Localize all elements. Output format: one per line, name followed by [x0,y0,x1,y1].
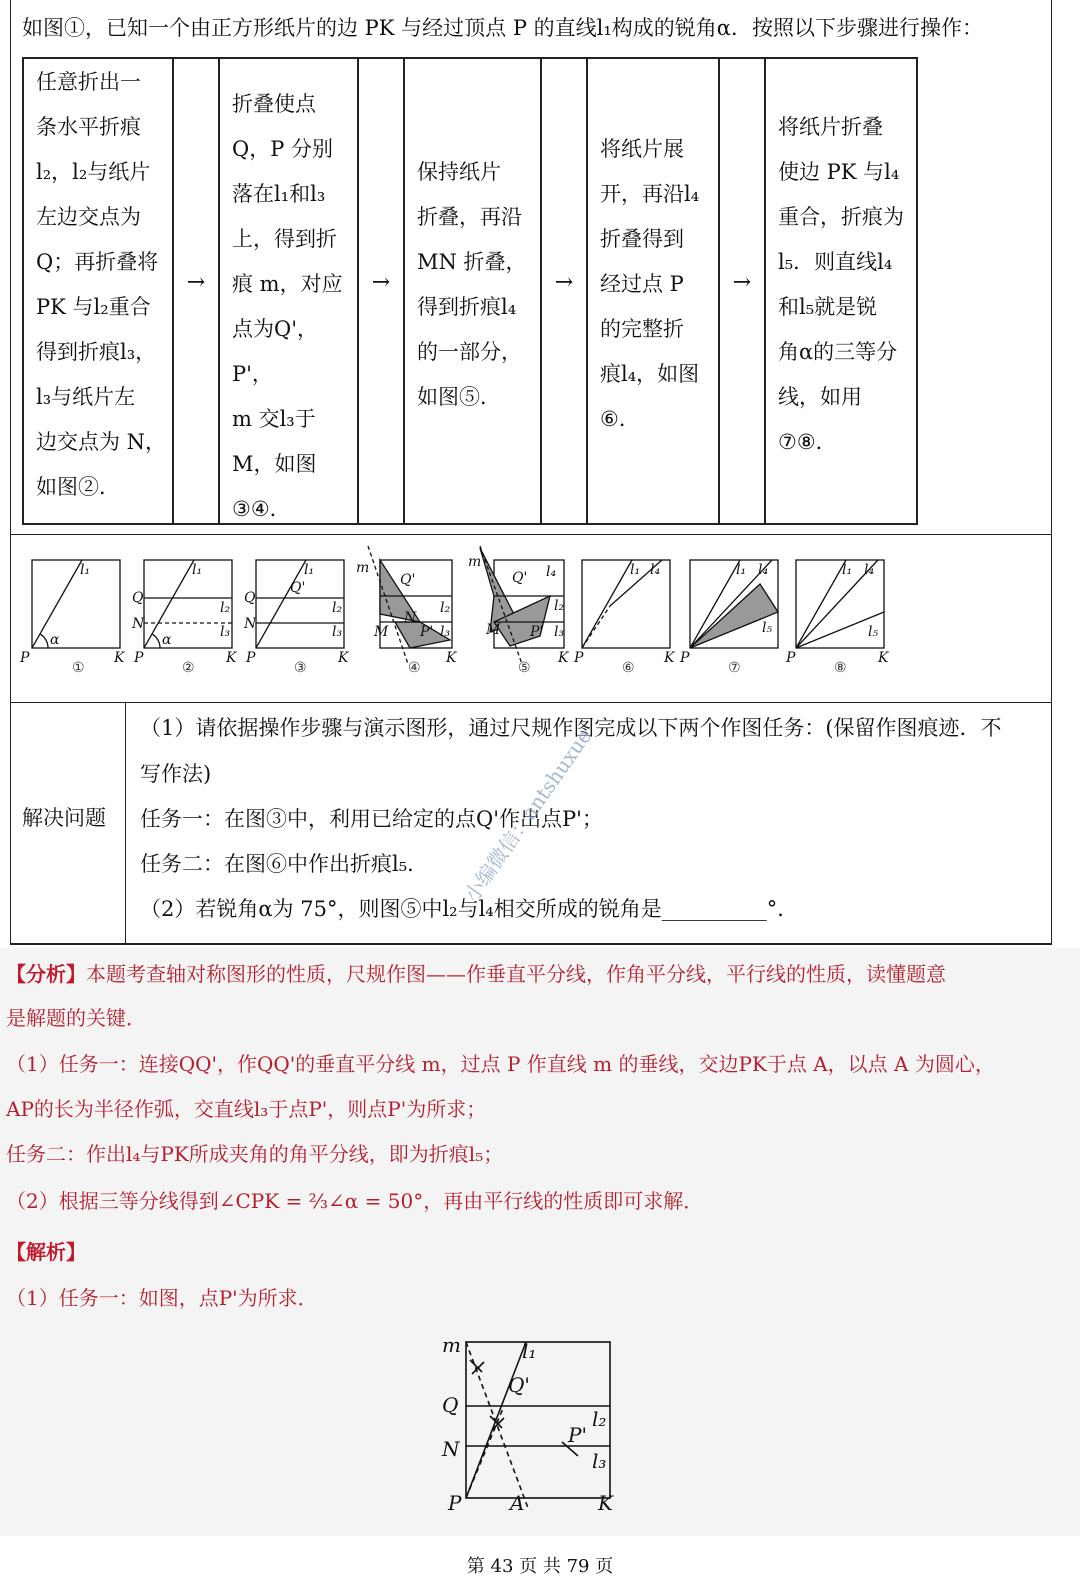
svg-text:K: K [878,650,889,666]
svg-text:l₄: l₄ [650,562,661,578]
svg-text:N: N [132,616,145,632]
svg-text:A: A [510,1491,525,1515]
svg-text:l₅: l₅ [762,620,773,636]
svg-text:P: P [448,1491,462,1515]
svg-text:l₁: l₁ [842,562,853,578]
svg-text:Q': Q' [508,1373,530,1397]
svg-text:M: M [486,622,501,638]
svg-text:K: K [598,1491,613,1515]
part-2-question: （2）若锐角α为 75°，则图⑤中l₂与l₄相交所成的锐角是__________°． [140,897,799,921]
svg-text:P: P [134,650,144,666]
svg-text:K: K [664,650,675,666]
svg-text:α: α [162,632,172,648]
svg-text:m: m [356,560,370,576]
svg-text:m: m [442,1333,461,1357]
analysis-line-5: 任务二：作出l₄与PK所成夹角的角平分线，即为折痕l₅； [6,1142,504,1166]
svg-text:Q': Q' [512,570,528,586]
svg-text:P': P' [568,1423,587,1447]
svg-text:Q': Q' [290,580,306,596]
svg-text:P': P' [530,624,544,640]
svg-text:l₂: l₂ [592,1407,607,1431]
svg-text:l₁: l₁ [80,562,91,578]
svg-text:l₁: l₁ [304,562,315,578]
svg-text:P: P [246,650,256,666]
task-1: 任务一：在图③中，利用已给定的点Q'作出点P'； [140,807,603,831]
svg-text:K: K [226,650,237,666]
label-P: P [20,650,30,666]
svg-text:K: K [114,650,125,666]
step-3-text: 保持纸片 折叠，再沿 MN 折叠， 得到折痕l₄ 的一部分， 如图⑤． [417,160,527,409]
svg-text:l₄: l₄ [546,564,557,580]
step-2-text: 折叠使点 Q，P 分别 落在l₁和l₃ 上，得到折 痕 m，对应 点为Q'，P'， m 交l₃于 M，如图 ③④． [232,92,343,521]
svg-text:l₂: l₂ [332,600,343,616]
analysis-line-4: AP的长为半径作弧，交直线l₃于点P'，则点P'为所求； [6,1097,487,1121]
svg-text:P: P [786,650,796,666]
solution-line-1: （1）任务一：如图，点P'为所求． [6,1286,318,1310]
svg-text:l₃: l₃ [592,1449,607,1473]
watermark: 小编微信：antshuxue [459,724,597,907]
analysis-line-6: （2）根据三等分线得到∠CPK = ⅔∠α = 50°，再由平行线的性质即可求解． [6,1189,704,1213]
step-4-text: 将纸片展 开，再沿l₄ 折叠得到 经过点 P 的完整折 痕l₄，如图 ⑥． [600,137,700,431]
analysis-line-1: 【分析】本题考查轴对称图形的性质，尺规作图——作垂直平分线，作角平分线，平行线的性质，读懂题意 [6,962,946,986]
svg-text:l₁: l₁ [522,1339,537,1363]
svg-text:l₂: l₂ [440,600,451,616]
svg-text:l₃: l₃ [554,624,565,640]
solve-line-2: 写作法) [140,762,212,786]
arrow-icon: → [371,270,391,295]
svg-text:P: P [680,650,690,666]
svg-text:l₃: l₃ [220,624,231,640]
solve-label: 解决问题 [22,806,106,830]
svg-text:l₁: l₁ [192,562,203,578]
svg-text:③: ③ [294,660,307,676]
arrow-icon: → [186,270,206,295]
svg-text:⑤: ⑤ [518,660,531,676]
svg-text:K: K [338,650,349,666]
svg-text:l₂: l₂ [554,598,565,614]
svg-text:l₂: l₂ [220,600,231,616]
svg-text:l₁: l₁ [630,562,641,578]
svg-text:Q': Q' [400,572,416,588]
svg-text:N: N [244,616,257,632]
svg-text:l₃: l₃ [440,624,451,640]
fig-number: ① [72,660,85,676]
figures-row [10,536,1052,701]
task-2: 任务二：在图⑥中作出折痕l₅． [140,852,429,876]
svg-text:②: ② [182,660,195,676]
arrow-icon: → [732,270,752,295]
svg-text:④: ④ [408,660,421,676]
svg-text:M: M [374,624,389,640]
svg-text:N: N [404,610,417,626]
svg-text:K: K [558,650,569,666]
svg-text:N: N [442,1437,460,1461]
problem-intro: 如图①，已知一个由正方形纸片的边 PK 与经过顶点 P 的直线l₁构成的锐角α．按照以下步骤进行操作： [22,16,983,40]
svg-text:Q: Q [132,590,144,606]
analysis-line-2: 是解题的关键． [6,1006,146,1030]
svg-text:Q: Q [442,1393,459,1417]
step-1-text: 任意折出一 条水平折痕 l₂，l₂与纸片 左边交点为 Q；再折叠将 PK 与l₂重合 得到折痕l₃， l₃与纸片左 边交点为 N， 如图②． [36,70,167,499]
svg-text:Q: Q [244,590,256,606]
step-5-text: 将纸片折叠 使边 PK 与l₄ 重合，折痕为 l₅．则直线l₄ 和l₅就是锐 角α的三等分 线，如用 ⑦⑧． [778,115,904,454]
solution-tag: 【解析】 [6,1240,86,1264]
svg-text:K: K [446,650,457,666]
solution-figure [430,1330,630,1520]
svg-text:l₄: l₄ [758,562,769,578]
svg-text:l₁: l₁ [736,562,747,578]
svg-text:⑦: ⑦ [728,660,741,676]
analysis-line-3: （1）任务一：连接QQ'，作QQ'的垂直平分线 m，过点 P 作直线 m 的垂线，交边PK于点 A，以点 A 为圆心， [6,1052,995,1076]
svg-text:α: α [50,632,60,648]
svg-text:P: P [574,650,584,666]
svg-text:m: m [468,554,482,570]
svg-text:l₄: l₄ [864,562,875,578]
svg-text:l₅: l₅ [868,624,879,640]
svg-text:⑧: ⑧ [834,660,847,676]
arrow-icon: → [554,270,574,295]
solve-line-1: （1）请依据操作步骤与演示图形，通过尺规作图完成以下两个作图任务：(保留作图痕迹．不 [140,716,1002,740]
svg-text:l₃: l₃ [332,624,343,640]
svg-text:P': P' [420,624,434,640]
svg-text:⑥: ⑥ [622,660,635,676]
page-footer: 第 43 页 共 79 页 [466,1556,614,1577]
